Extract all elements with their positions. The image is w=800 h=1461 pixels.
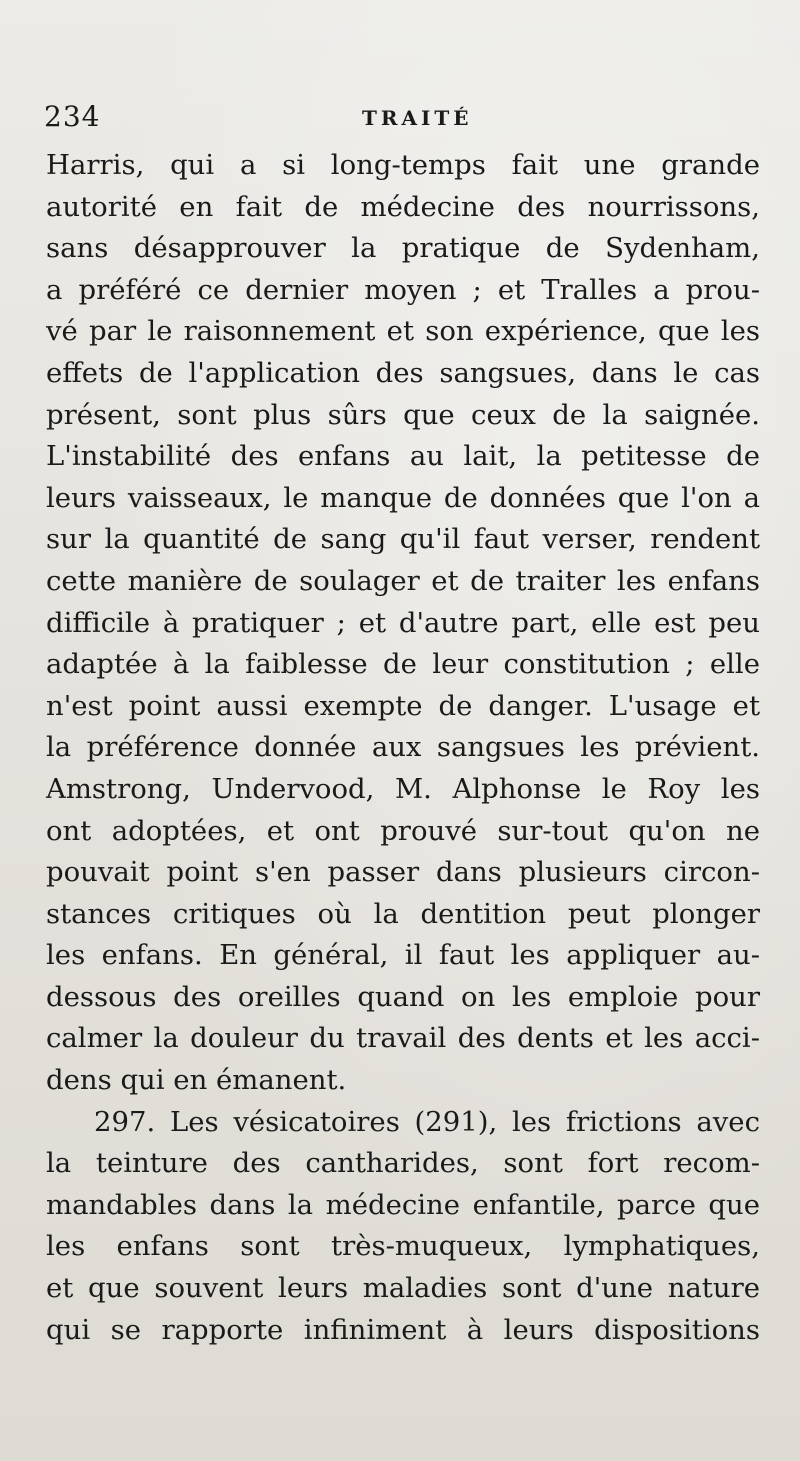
paragraph-end-line: dens qui en émanent. <box>46 1064 347 1097</box>
text-line: sur la quantité de sang qu'il faut verser, rendent <box>46 523 760 556</box>
text-line: dessous des oreilles quand on les emploie pour <box>46 980 760 1013</box>
text-line: L'instabilité des enfans au lait, la petitesse de <box>46 440 760 473</box>
text-line: Harris, qui a si long-temps fait une grande <box>46 149 760 181</box>
running-title: TRAITÉ <box>362 106 473 130</box>
text-line: sans désapprouver la pratique de Sydenham, <box>46 232 760 265</box>
page-header <box>44 100 756 140</box>
text-line: qui se rapporte infiniment à leurs dispositions <box>46 1313 760 1346</box>
text-line: présent, sont plus sûrs que ceux de la saignée. <box>46 398 760 431</box>
text-line: autorité en fait de médecine des nourrissons, <box>46 190 760 223</box>
text-line: vé par le raisonnement et son expérience, que les <box>46 315 760 348</box>
text-line: n'est point aussi exempte de danger. L'usage et <box>46 689 760 722</box>
text-line: mandables dans la médecine enfantile, parce que <box>46 1188 760 1221</box>
text-line: difficile à pratiquer ; et d'autre part, elle est peu <box>46 606 760 639</box>
text-line: effets de l'application des sangsues, dans le cas <box>46 356 760 389</box>
text-line: a préféré ce dernier moyen ; et Tralles a prou- <box>46 273 760 306</box>
text-line: les enfans. En général, il faut les appliquer au- <box>46 939 760 972</box>
text-line: la teinture des cantharides, sont fort recom- <box>46 1147 760 1180</box>
text-line: et que souvent leurs maladies sont d'une nature <box>46 1272 760 1305</box>
paragraph-start-line: 297. Les vésicatoires (291), les frictions avec <box>94 1105 760 1138</box>
text-line: calmer la douleur du travail des dents et les acci- <box>46 1022 760 1055</box>
text-line: les enfans sont très-muqueux, lymphatiques, <box>46 1230 760 1263</box>
text-line: Amstrong, Undervood, M. Alphonse le Roy les <box>46 772 760 805</box>
text-line: adaptée à la faiblesse de leur constitution ; elle <box>46 648 760 681</box>
page-number: 234 <box>44 100 101 133</box>
text-line: ont adoptées, et ont prouvé sur-tout qu'on ne <box>46 814 760 847</box>
text-line: la préférence donnée aux sangsues les prévient. <box>46 731 760 764</box>
text-line: pouvait point s'en passer dans plusieurs circon- <box>46 856 760 889</box>
text-line: stances critiques où la dentition peut plonger <box>46 897 760 930</box>
text-line: leurs vaisseaux, le manque de données que l'on a <box>46 481 760 514</box>
text-line: cette manière de soulager et de traiter les enfans <box>46 564 760 597</box>
body-text <box>46 145 760 1351</box>
